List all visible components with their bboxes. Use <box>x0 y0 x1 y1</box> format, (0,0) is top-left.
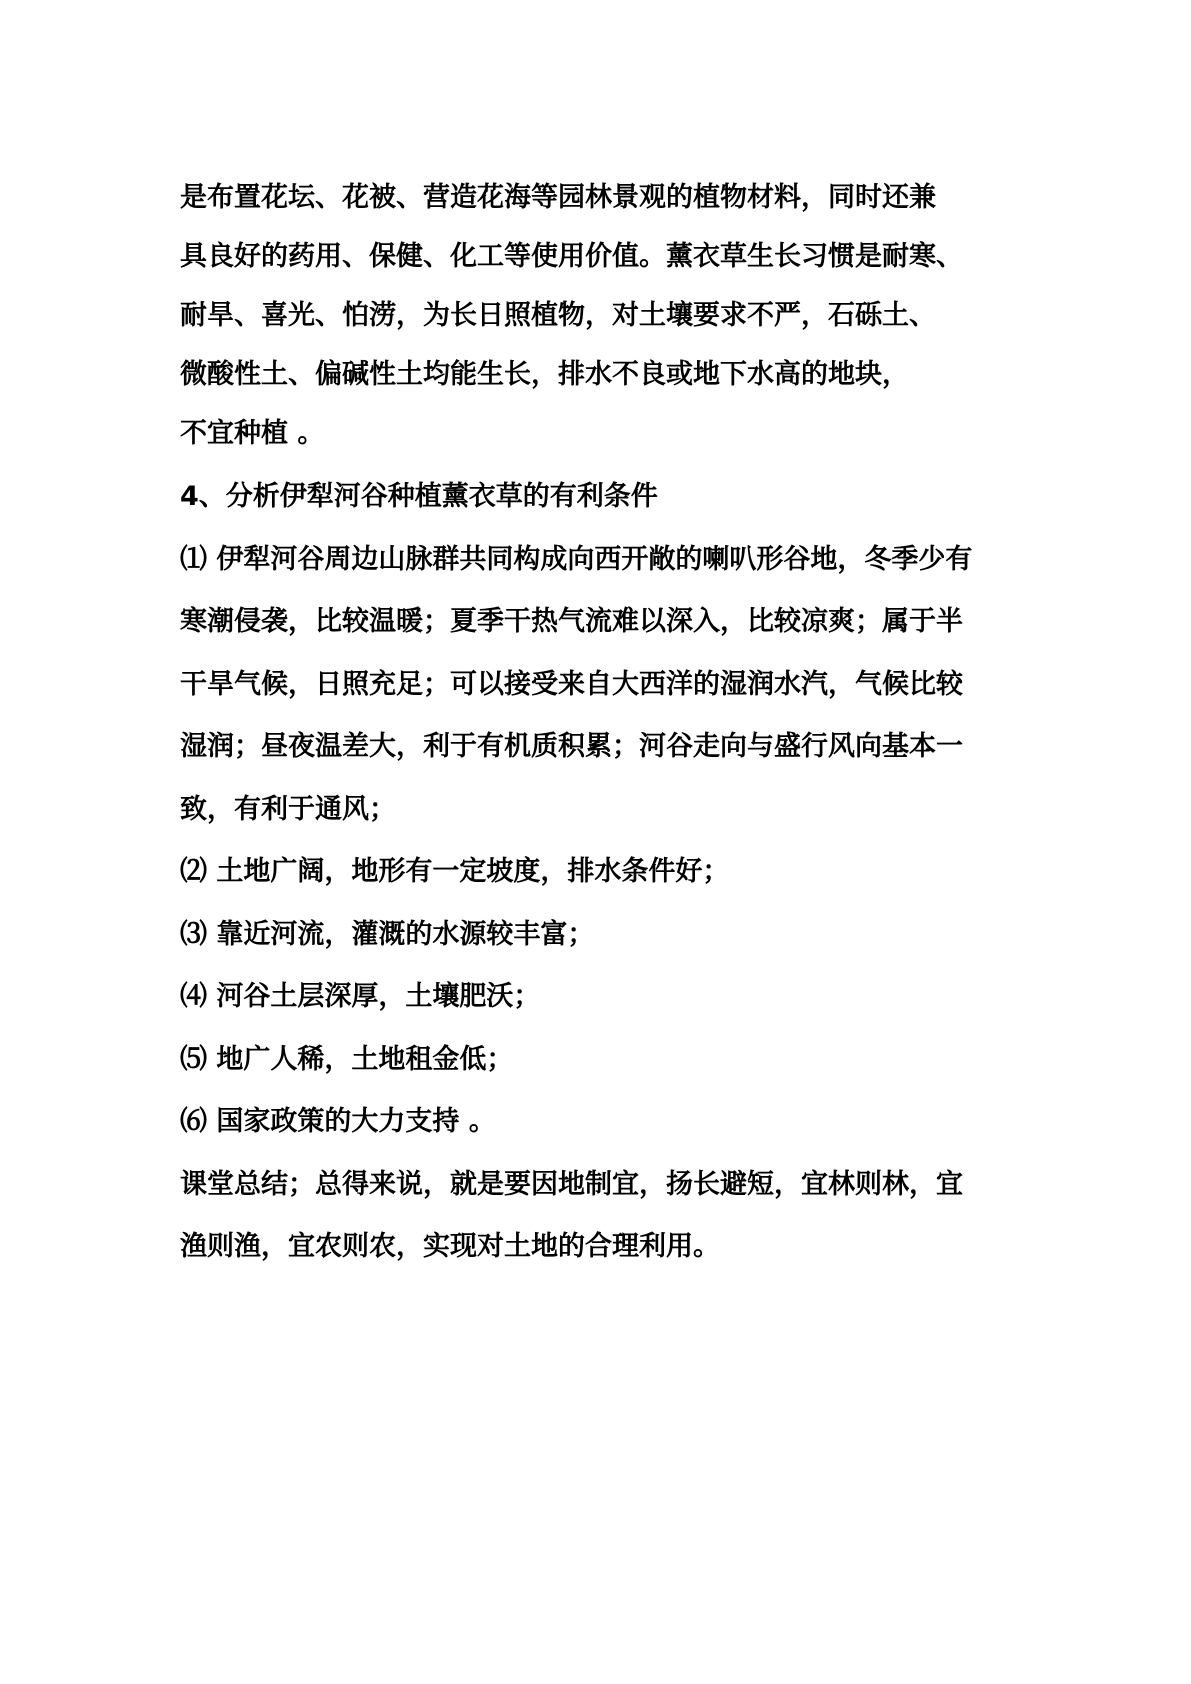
item1-line-4: 湿润；昼夜温差大，利于有机质积累；河谷走向与盛行风向基本一 <box>180 731 963 762</box>
document-content <box>180 168 1020 1279</box>
item1-line-3: 干旱气候，日照充足；可以接受来自大西洋的湿润水汽，气候比较 <box>180 668 963 700</box>
analysis-section <box>180 466 1020 1279</box>
summary-line-2: 渔则渔，宜农则农，实现对土地的合理利用。 <box>180 1231 720 1262</box>
item1-line-5: 致，有利于通风； <box>180 793 396 825</box>
item1-line-2: 寒潮侵袭，比较温暖；夏季干热气流难以深入，比较凉爽；属于半 <box>180 606 963 637</box>
intro-line-1: 是布置花坛、花被、营造花海等园林景观的植物材料，同时还兼 <box>180 182 936 213</box>
condition-item-4: ⑷ 河谷土层深厚，土壤肥沃； <box>180 981 541 1012</box>
intro-line-4: 微酸性土、偏碱性土均能生长，排水不良或地下水高的地块， <box>180 359 909 390</box>
intro-paragraph <box>180 168 1020 463</box>
condition-item-6: ⑹ 国家政策的大力支持 。 <box>180 1106 496 1137</box>
intro-line-5: 不宜种植 。 <box>180 418 325 449</box>
section-heading: 4、分析伊犁河谷种植薰衣草的有利条件 <box>180 481 658 512</box>
intro-line-3: 耐旱、喜光、怕涝，为长日照植物，对土壤要求不严，石砾土、 <box>180 300 936 331</box>
class-summary <box>180 1154 1020 1279</box>
summary-line-1: 课堂总结；总得来说，就是要因地制宜，扬长避短，宜林则林，宜 <box>180 1168 963 1200</box>
condition-item-2: ⑵ 土地广阔，地形有一定坡度，排水条件好； <box>180 856 730 887</box>
intro-line-2: 具良好的药用、保健、化工等使用价值。薰衣草生长习惯是耐寒、 <box>180 241 963 272</box>
condition-item-3: ⑶ 靠近河流，灌溉的水源较丰富； <box>180 918 595 950</box>
condition-item-5: ⑸ 地广人稀，土地租金低； <box>180 1043 514 1075</box>
item1-line-1: ⑴ 伊犁河谷周边山脉群共同构成向西开敞的喇叭形谷地，冬季少有 <box>180 543 973 575</box>
condition-item-1 <box>180 529 1020 842</box>
